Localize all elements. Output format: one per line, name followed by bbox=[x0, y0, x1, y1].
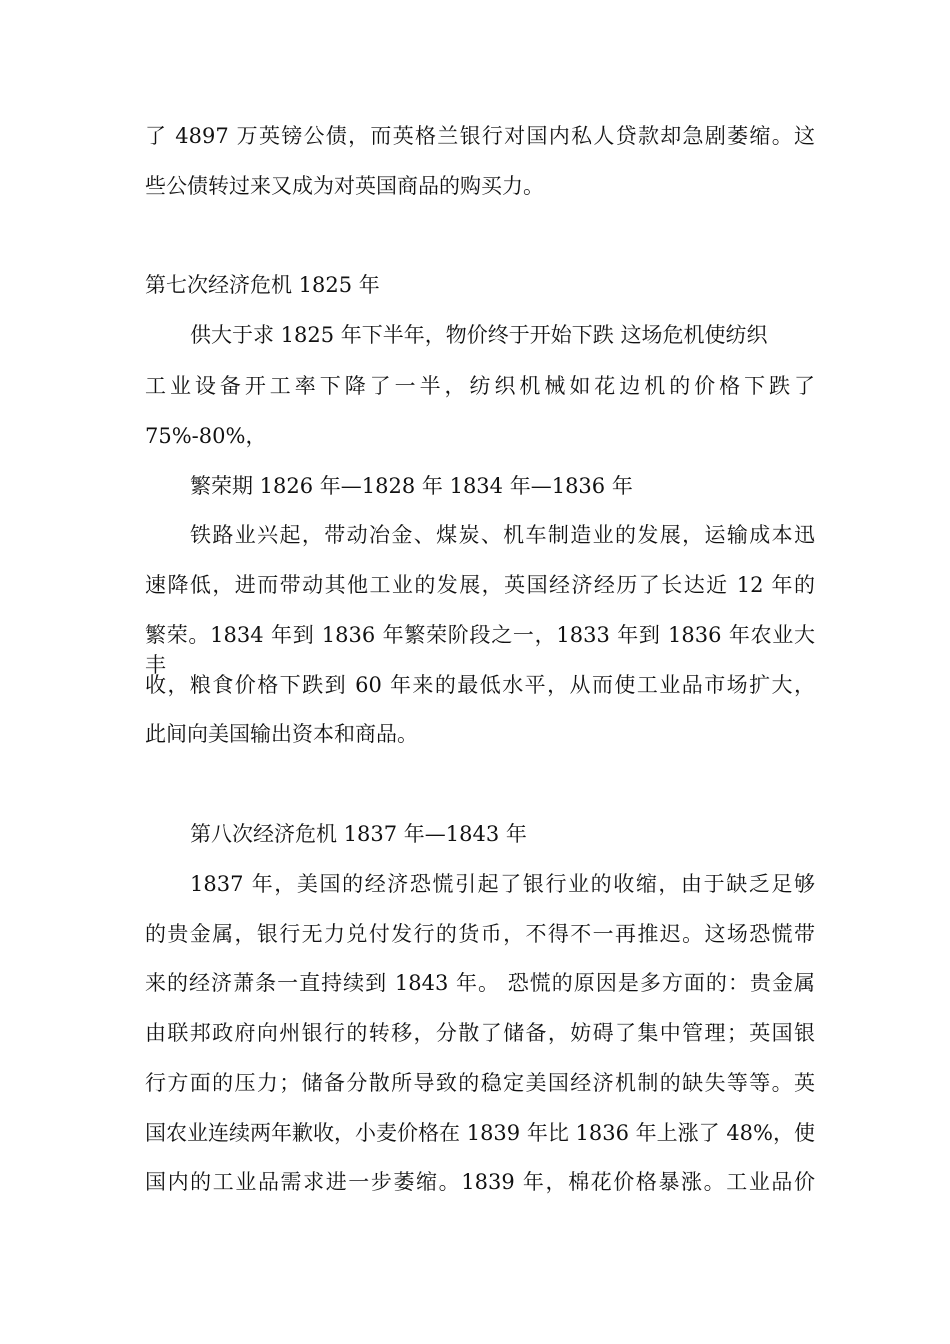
text-line-6: 75%-80%， bbox=[145, 424, 267, 448]
text-line-18: 行方面的压力；储备分散所导致的稳定美国经济机制的缺失等等。英 bbox=[145, 1071, 815, 1095]
text-line-17: 由联邦政府向州银行的转移，分散了储备，妨碍了集中管理；英国银 bbox=[145, 1021, 815, 1045]
text-line-2: 些公债转过来又成为对英国商品的购买力。 bbox=[145, 174, 544, 198]
text-line-4: 供大于求 1825 年下半年，物价终于开始下跌 这场危机使纺织 bbox=[190, 323, 768, 347]
text-line-8: 铁路业兴起，带动冶金、煤炭、机车制造业的发展，运输成本迅 bbox=[190, 523, 815, 547]
section-heading-8: 第八次经济危机 1837 年—1843 年 bbox=[190, 822, 527, 846]
text-line-10: 繁荣。1834 年到 1836 年繁荣阶段之一，1833 年到 1836 年农业大丰 bbox=[145, 623, 815, 677]
text-line-1: 了 4897 万英镑公债，而英格兰银行对国内私人贷款却急剧萎缩。这 bbox=[145, 124, 815, 148]
section-heading-7: 第七次经济危机 1825 年 bbox=[145, 273, 380, 297]
text-line-19: 国农业连续两年歉收，小麦价格在 1839 年比 1836 年上涨了 48%，使 bbox=[145, 1121, 815, 1145]
text-line-5: 工业设备开工率下降了一半，纺织机械如花边机的价格下跌了 bbox=[145, 374, 815, 398]
text-line-12: 此间向美国输出资本和商品。 bbox=[145, 722, 418, 746]
text-line-20: 国内的工业品需求进一步萎缩。1839 年，棉花价格暴涨。工业品价 bbox=[145, 1170, 815, 1194]
text-line-16: 来的经济萧条一直持续到 1843 年。 恐慌的原因是多方面的：贵金属 bbox=[145, 971, 815, 995]
text-line-15: 的贵金属，银行无力兑付发行的货币，不得不一再推迟。这场恐慌带 bbox=[145, 922, 815, 946]
text-line-9: 速降低，进而带动其他工业的发展，英国经济经历了长达近 12 年的 bbox=[145, 573, 815, 597]
subheading-prosperity: 繁荣期 1826 年—1828 年 1834 年—1836 年 bbox=[190, 474, 633, 498]
text-line-14: 1837 年，美国的经济恐慌引起了银行业的收缩，由于缺乏足够 bbox=[190, 872, 815, 896]
text-line-11: 收，粮食价格下跌到 60 年来的最低水平，从而使工业品市场扩大， bbox=[145, 673, 815, 697]
